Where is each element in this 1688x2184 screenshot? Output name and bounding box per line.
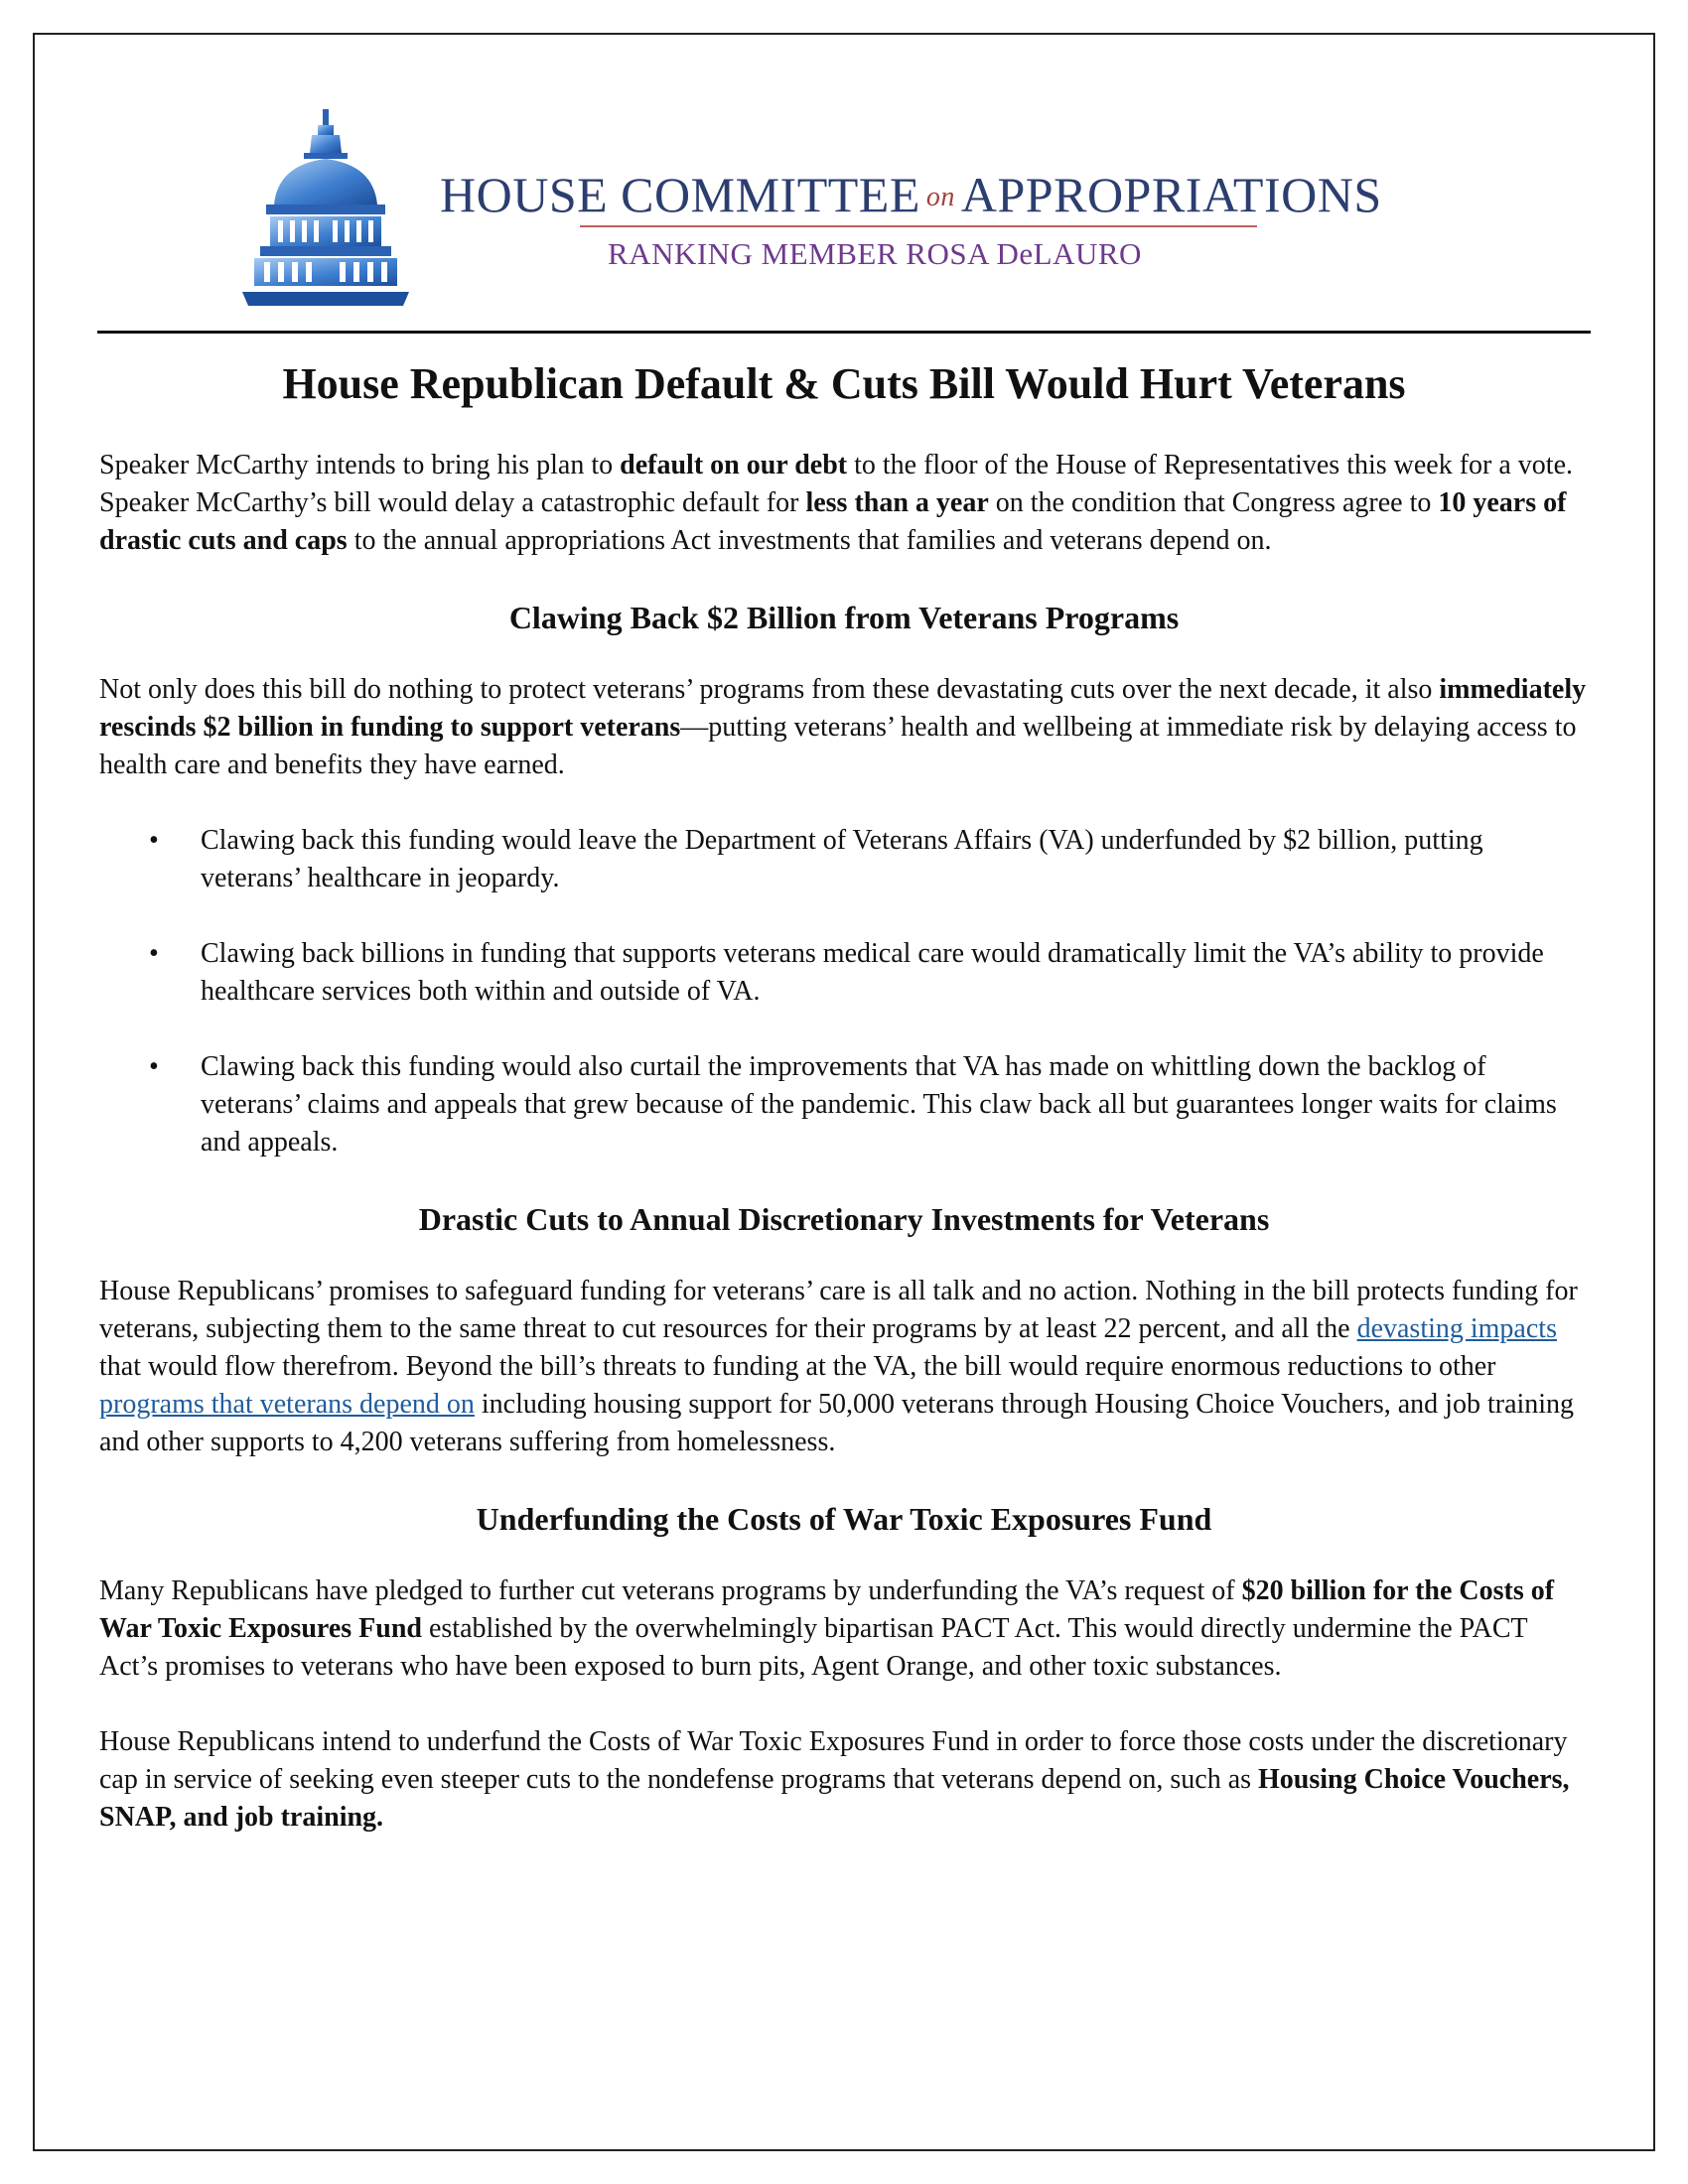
discretionary-text-1: House Republicans’ promises to safeguard funding for veterans’ care is all talk and no action. Nothing in the bill protects funding for veterans, subjecting them to the same threat to cut resources for their programs by at least 22 percent, and all the [99,1276,1578,1344]
clawback-bold-1: immediately rescinds $2 billion in funding to support veterans [99,674,1587,743]
list-item [99,822,1589,897]
list-item [99,1048,1589,1161]
bullet-text: Clawing back billions in funding that supports veterans medical care would dramatically limit the VA’s ability to provide healthcare services both within and outside of VA. [201,938,1544,1007]
programs-veterans-depend-on-link[interactable]: programs that veterans depend on [99,1389,475,1420]
intro-text-4: to the annual appropriations Act investments that families and veterans depend on. [347,525,1272,556]
ranking-member: RANKING MEMBER ROSA DeLAURO [608,236,1142,271]
discretionary-paragraph [99,1273,1589,1461]
intro-text-1: Speaker McCarthy intends to bring his plan to [99,450,621,480]
intro-paragraph [99,447,1589,560]
document-title: House Republican Default & Cuts Bill Would Hurt Veterans [282,359,1406,408]
capitol-dome-icon [238,109,413,308]
intro-bold-3: 10 years of drastic cuts and caps [99,487,1567,556]
clawback-paragraph [99,671,1589,784]
committee-name-on: on [925,182,955,212]
letterhead [0,0,1688,328]
devasting-impacts-link[interactable]: devasting impacts [1356,1313,1557,1344]
section-heading-discretionary: Drastic Cuts to Annual Discretionary Investments for Veterans [418,1201,1270,1237]
toxic-exposures-paragraph-1 [99,1572,1589,1686]
intro-text-2: to the floor of the House of Representatives this week for a vote. Speaker McCarthy’s bill would delay a catastrophic default for [99,450,1574,518]
discretionary-text-2: that would flow therefrom. Beyond the bill’s threats to funding at the VA, the bill would require enormous reductions to other [99,1351,1496,1382]
clawback-text-2: —putting veterans’ health and wellbeing at immediate risk by delaying access to health care and benefits they have earned. [99,712,1577,780]
bullet-text: Clawing back this funding would also curtail the improvements that VA has made on whittling down the backlog of veterans’ claims and appeals that grew because of the pandemic. This claw back all but guarantees longer waits for claims and appeals. [201,1051,1557,1158]
document-body [99,349,1589,1874]
committee-name [440,165,1382,227]
intro-text-3: on the condition that Congress agree to [988,487,1439,518]
intro-bold-1: default on our debt [620,450,848,480]
clawback-text-1: Not only does this bill do nothing to protect veterans’ programs from these devastating cuts over the next decade, it also [99,674,1440,705]
toxic-bold-2: Housing Choice Vouchers, SNAP, and job training. [99,1764,1570,1833]
toxic-text-2: established by the overwhelmingly bipartisan PACT Act. This would directly undermine the PACT Act’s promises to veterans who have been exposed to burn pits, Agent Orange, and other toxic substances. [99,1613,1528,1682]
section-heading-toxic-exposures: Underfunding the Costs of War Toxic Exposures Fund [476,1501,1212,1537]
toxic-exposures-paragraph-2 [99,1723,1589,1837]
section-heading-clawback: Clawing Back $2 Billion from Veterans Programs [508,600,1180,635]
bullet-text: Clawing back this funding would leave the Department of Veterans Affairs (VA) underfunded by $2 billion, putting veterans’ healthcare in jeopardy. [201,825,1483,893]
bullet-icon: • [149,1051,159,1082]
committee-name-part2: APPROPRIATIONS [960,167,1382,222]
intro-bold-2: less than a year [805,487,989,518]
discretionary-text-3: including housing support for 50,000 veterans through Housing Choice Vouchers, and job training and other supports to 4,200 veterans suffering from homelessness. [99,1389,1575,1457]
clawback-bullet-list [99,822,1589,1161]
list-item [99,935,1589,1011]
bullet-icon: • [149,825,159,856]
bullet-icon: • [149,938,159,969]
toxic-bold-1: $20 billion for the Costs of War Toxic Exposures Fund [99,1575,1555,1644]
header-divider [97,331,1591,334]
committee-name-part1: HOUSE COMMITTEE [440,167,920,222]
letterhead-accent-rule [580,225,1257,227]
toxic-text-3: House Republicans intend to underfund the Costs of War Toxic Exposures Fund in order to force those costs under the discretionary cap in service of seeking even steeper cuts to the nondefense programs that veterans depend on, such as [99,1726,1568,1795]
toxic-text-1: Many Republicans have pledged to further cut veterans programs by underfunding the VA’s request of [99,1575,1242,1606]
